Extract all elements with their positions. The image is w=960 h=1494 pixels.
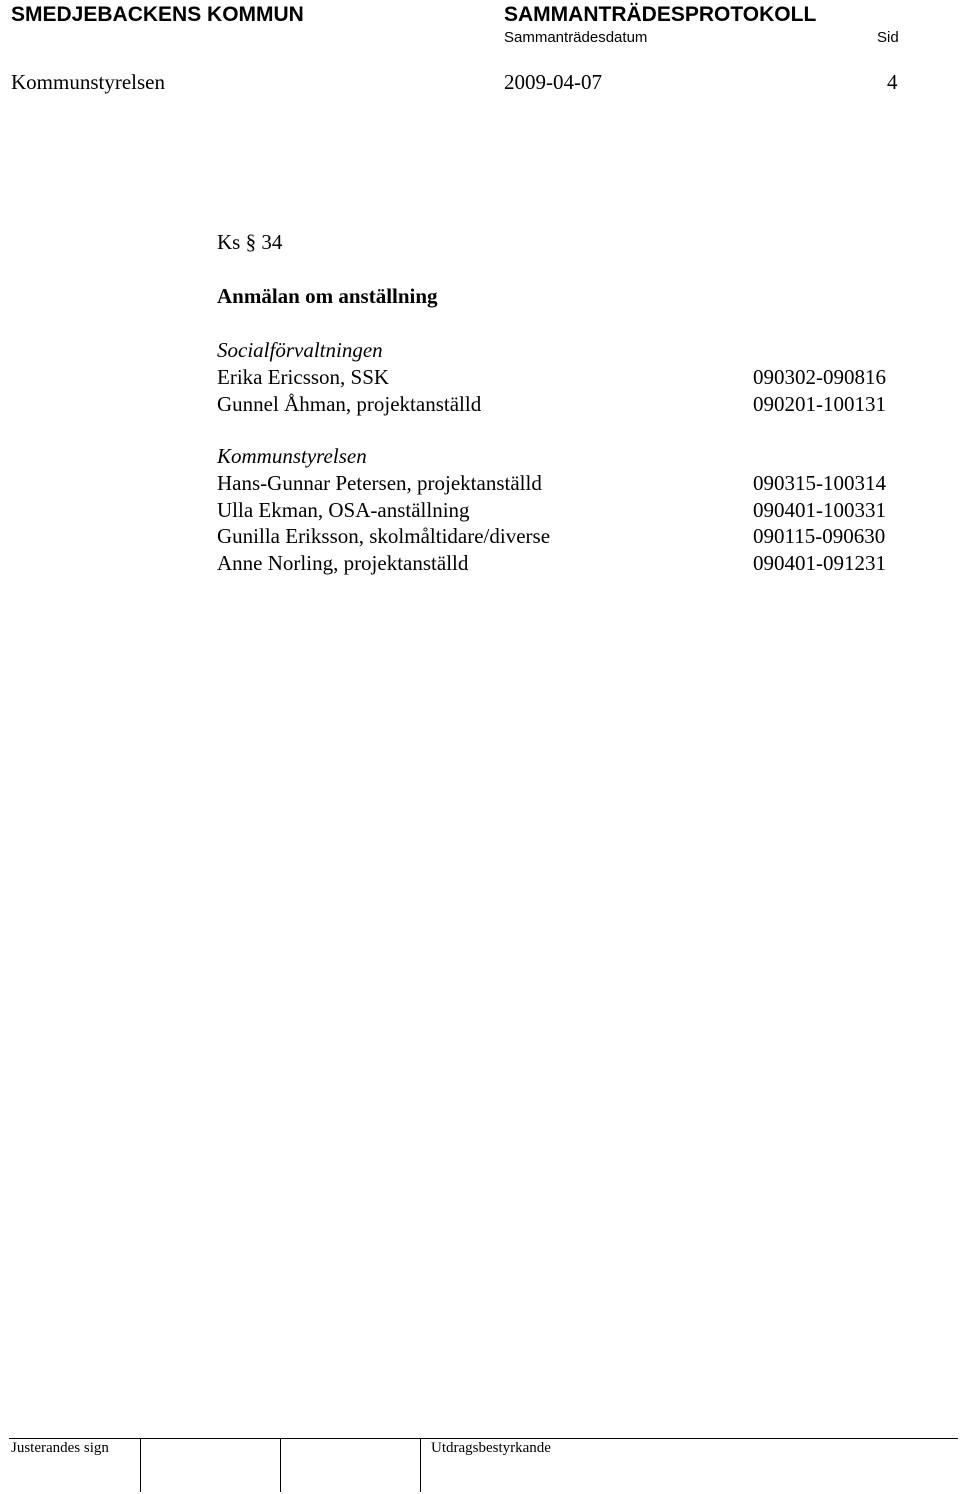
employment-period: 090401-091231 bbox=[753, 550, 886, 575]
paragraph-reference: Ks § 34 bbox=[217, 230, 283, 254]
employment-row bbox=[217, 364, 899, 391]
employment-period: 090315-100314 bbox=[753, 471, 886, 495]
section-heading: Anmälan om anställning bbox=[217, 284, 438, 308]
footer-divider bbox=[9, 1438, 958, 1439]
footer-sign-label: Justerandes sign bbox=[11, 1440, 109, 1456]
page-label: Sid bbox=[877, 29, 899, 46]
employee-entry: Hans-Gunnar Petersen, projektanställd bbox=[217, 471, 542, 495]
employee-entry: Erika Ericsson, SSK bbox=[217, 365, 390, 389]
page-number: 4 bbox=[887, 70, 898, 94]
employee-entry: Gunilla Eriksson, skolmåltidare/diverse bbox=[217, 524, 551, 548]
employee-entry: Gunnel Åhman, projektanställd bbox=[217, 391, 482, 416]
footer-cell-divider bbox=[140, 1439, 141, 1492]
employee-entry: Ulla Ekman, OSA-anställning bbox=[217, 497, 470, 522]
footer-cell-divider bbox=[420, 1439, 421, 1492]
department-block bbox=[217, 443, 899, 576]
body-name: Kommunstyrelsen bbox=[11, 70, 165, 94]
meeting-date: 2009-04-07 bbox=[504, 70, 602, 94]
department-name: Socialförvaltningen bbox=[217, 338, 383, 362]
footer-cell-divider bbox=[280, 1439, 281, 1492]
employment-period: 090201-100131 bbox=[753, 391, 886, 416]
employment-row bbox=[217, 470, 899, 497]
employee-entry: Anne Norling, projektanställd bbox=[217, 550, 469, 575]
employment-period: 090302-090816 bbox=[753, 365, 886, 389]
document-type: SAMMANTRÄDESPROTOKOLL bbox=[504, 3, 817, 26]
department-block bbox=[217, 337, 899, 417]
employment-row bbox=[217, 497, 899, 524]
employment-row bbox=[217, 391, 899, 418]
employment-period: 090115-090630 bbox=[753, 524, 886, 548]
employment-period: 090401-100331 bbox=[753, 497, 886, 522]
municipality-name: SMEDJEBACKENS KOMMUN bbox=[11, 3, 304, 26]
footer-certificate-label: Utdragsbestyrkande bbox=[431, 1440, 551, 1456]
department-name: Kommunstyrelsen bbox=[217, 444, 367, 468]
employment-row bbox=[217, 523, 899, 550]
employment-row bbox=[217, 550, 899, 577]
meeting-date-label: Sammanträdesdatum bbox=[504, 29, 648, 46]
